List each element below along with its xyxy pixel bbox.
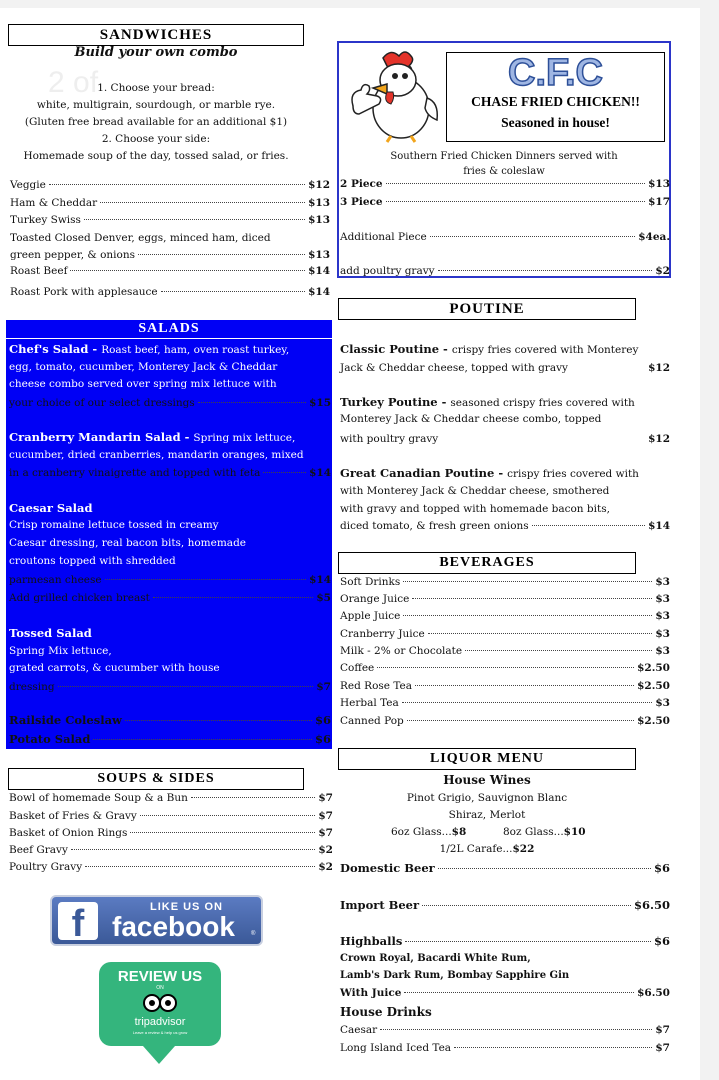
- menu-item: Basket of Onion Rings $7: [9, 827, 333, 839]
- house-wines-list: Shiraz, Merlot: [448, 809, 526, 821]
- tossed-salad-name: Tossed Salad: [9, 626, 92, 640]
- tripadvisor-badge[interactable]: [99, 962, 221, 1046]
- watermark-text: 2 of: [48, 66, 99, 99]
- cfc-item: add poultry gravy $2: [340, 265, 670, 277]
- soups-header: SOUPS & SIDES: [8, 768, 304, 790]
- tripadvisor-pointer: [143, 1046, 175, 1064]
- poutine-header: POUTINE: [338, 298, 636, 320]
- classic-poutine: [340, 341, 638, 359]
- carafe-label: 1/2L Carafe...: [439, 843, 513, 855]
- caesar-addon-row: Add grilled chicken breast $5: [9, 592, 331, 604]
- cranberry-salad-name: Cranberry Mandarin Salad -: [9, 430, 194, 444]
- canadian-poutine-price-row: diced tomato, & fresh green onions $14: [340, 520, 670, 532]
- side-step: 2. Choose your side:: [101, 133, 211, 145]
- menu-item: Veggie $12: [10, 179, 330, 191]
- tossed-salad-price-row: dressing $7: [9, 681, 331, 693]
- beverage-item: Soft Drinks $3: [340, 576, 670, 588]
- sandwiches-subtitle: Build your own combo: [74, 45, 238, 60]
- canadian-poutine-desc: crispy fries covered with: [507, 468, 639, 480]
- tossed-salad-desc: grated carrots, & cucumber with house: [9, 662, 220, 674]
- chefs-salad-desc: Roast beef, ham, oven roast turkey,: [101, 344, 290, 356]
- caesar-salad-desc: croutons topped with shredded: [9, 555, 176, 567]
- wine-carafe-price: [338, 841, 636, 858]
- beverage-item: Cranberry Juice $3: [340, 628, 670, 640]
- menu-item: Roast Beef $14: [10, 265, 330, 277]
- cfc-item: 2 Piece $13: [340, 178, 670, 190]
- beverage-item: Milk - 2% or Chocolate $3: [340, 645, 670, 657]
- cranberry-salad-desc: Spring mix lettuce,: [193, 432, 296, 444]
- turkey-poutine-price-row: with poultry gravy $12: [340, 433, 670, 445]
- cfc-desc: fries & coleslaw: [463, 166, 545, 177]
- facebook-like-us-text: LIKE US ON: [150, 901, 223, 913]
- beverage-item: Coffee $2.50: [340, 662, 670, 674]
- highballs-desc: Lamb's Dark Rum, Bombay Sapphire Gin: [340, 970, 570, 981]
- menu-item: Bowl of homemade Soup & a Bun $7: [9, 792, 333, 804]
- wine-glass-prices: [391, 824, 466, 841]
- chefs-salad-desc: cheese combo served over spring mix lettuce with: [9, 378, 277, 390]
- facebook-registered-mark: ®: [251, 931, 256, 937]
- tossed-salad-desc: Spring Mix lettuce,: [9, 645, 112, 657]
- chefs-salad-desc: egg, tomato, cucumber, Monterey Jack & Cheddar: [9, 361, 278, 373]
- facebook-badge[interactable]: [50, 895, 263, 946]
- caesar-salad-desc: Crisp romaine lettuce tossed in creamy: [9, 519, 219, 531]
- side-options: Homemade soup of the day, tossed salad, or fries.: [23, 150, 289, 162]
- beverage-item: Apple Juice $3: [340, 610, 670, 622]
- menu-item-desc: Toasted Closed Denver, eggs, minced ham, diced: [10, 232, 271, 244]
- caesar-salad-desc: Caesar dressing, real bacon bits, homemade: [9, 537, 247, 549]
- house-drinks-title: House Drinks: [340, 1005, 432, 1019]
- classic-poutine-name: Classic Poutine -: [340, 342, 452, 356]
- classic-poutine-desc: crispy fries covered with Monterey: [451, 344, 639, 356]
- wine-glass-prices: [503, 824, 586, 841]
- canadian-poutine-name: Great Canadian Poutine -: [340, 466, 508, 480]
- turkey-poutine: [340, 394, 635, 412]
- menu-item: Beef Gravy $2: [9, 844, 333, 856]
- beverage-item: Red Rose Tea $2.50: [340, 680, 670, 692]
- gluten-free-note: (Gluten free bread available for an additional $1): [24, 116, 288, 128]
- facebook-wordmark: facebook: [112, 911, 235, 942]
- potato-salad-row: Potato Salad $6: [9, 732, 331, 746]
- glass8-label: 8oz Glass...: [503, 826, 564, 838]
- classic-poutine-price-row: Jack & Cheddar cheese, topped with gravy $12: [340, 362, 670, 374]
- highballs-desc: Crown Royal, Bacardi White Rum,: [340, 953, 531, 964]
- coleslaw-row: Railside Coleslaw $6: [9, 713, 331, 727]
- turkey-poutine-desc: Monterey Jack & Cheddar cheese combo, topped: [340, 413, 602, 425]
- beverage-item: Orange Juice $3: [340, 593, 670, 605]
- domestic-beer-row: Domestic Beer $6: [340, 861, 670, 875]
- cranberry-salad-desc: cucumber, dried cranberries, mandarin oranges, mixed: [9, 449, 304, 461]
- turkey-poutine-name: Turkey Poutine -: [340, 395, 451, 409]
- beverages-header: BEVERAGES: [338, 552, 636, 574]
- cfc-item: 3 Piece $17: [340, 196, 670, 208]
- beverage-item: Herbal Tea $3: [340, 697, 670, 709]
- caesar-salad-price-row: parmesan cheese $14: [9, 574, 331, 586]
- with-juice-row: With Juice $6.50: [340, 987, 670, 999]
- canadian-poutine-desc: with Monterey Jack & Cheddar cheese, smothered: [340, 485, 610, 497]
- import-beer-row: Import Beer $6.50: [340, 898, 670, 912]
- bread-step: 1. Choose your bread:: [97, 82, 215, 94]
- menu-item: Basket of Fries & Gravy $7: [9, 810, 333, 822]
- caesar-drink-row: Caesar $7: [340, 1024, 670, 1036]
- liquor-header: LIQUOR MENU: [338, 748, 636, 770]
- cranberry-salad: [9, 429, 295, 447]
- facebook-f-icon: f: [58, 902, 98, 940]
- turkey-poutine-desc: seasoned crispy fries covered with: [450, 397, 635, 409]
- chefs-salad: [9, 341, 289, 359]
- glass6-price: $8: [451, 826, 467, 838]
- cfc-subtitle: Seasoned in house!: [501, 115, 610, 130]
- sandwiches-header: SANDWICHES: [8, 24, 304, 46]
- cfc-item: Additional Piece $4ea.: [340, 231, 670, 243]
- cranberry-salad-price-row: in a cranberry vinaigrette and topped with feta $14: [9, 467, 331, 479]
- cfc-logo: C.F.C: [508, 52, 603, 94]
- salads-header-line: [6, 338, 332, 339]
- chefs-salad-price-row: your choice of our select dressings $15: [9, 397, 331, 409]
- tripadvisor-wordmark: tripadvisor: [134, 1016, 186, 1028]
- highballs-row: Highballs $6: [340, 934, 670, 948]
- menu-item: Ham & Cheddar $13: [10, 197, 330, 209]
- menu-item: Poultry Gravy $2: [9, 861, 333, 873]
- tripadvisor-tagline: Leave a review & help us grow: [132, 1030, 188, 1035]
- caesar-salad-name: Caesar Salad: [9, 501, 93, 515]
- chefs-salad-name: Chef's Salad -: [9, 342, 102, 356]
- chicken-mascot-icon: [343, 48, 443, 144]
- carafe-price: $22: [512, 843, 535, 855]
- cfc-desc: Southern Fried Chicken Dinners served with: [390, 151, 618, 162]
- menu-item: Turkey Swiss $13: [10, 214, 330, 226]
- canadian-poutine: [340, 465, 639, 483]
- long-island-row: Long Island Iced Tea $7: [340, 1042, 670, 1054]
- house-wines-title: House Wines: [443, 773, 531, 787]
- tripadvisor-owl-icon: [142, 993, 178, 1013]
- house-wines-list: Pinot Grigio, Sauvignon Blanc: [406, 792, 568, 804]
- review-on-text: ON: [156, 985, 164, 991]
- menu-item: green pepper, & onions $13: [10, 249, 330, 261]
- glass6-label: 6oz Glass...: [391, 826, 452, 838]
- review-us-text: REVIEW US: [117, 968, 203, 985]
- salads-header: SALADS: [138, 321, 200, 336]
- canadian-poutine-desc: with gravy and topped with homemade bacon bits,: [340, 503, 610, 515]
- cfc-title: CHASE FRIED CHICKEN!!: [471, 94, 640, 109]
- glass8-price: $10: [563, 826, 586, 838]
- beverage-item: Canned Pop $2.50: [340, 715, 670, 727]
- menu-item: Roast Pork with applesauce $14: [10, 286, 330, 298]
- bread-options: white, multigrain, sourdough, or marble rye.: [36, 99, 276, 111]
